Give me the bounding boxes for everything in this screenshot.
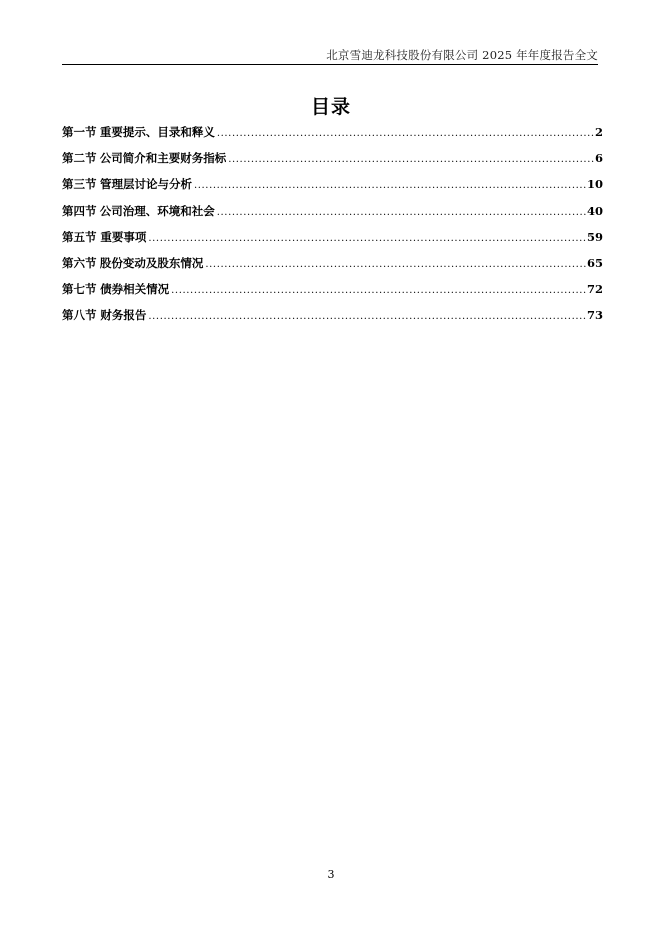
toc-section-title: 股份变动及股东情况 bbox=[99, 255, 204, 270]
header-divider bbox=[62, 64, 598, 65]
toc-section-title: 财务报告 bbox=[100, 308, 147, 323]
toc-section-title: 公司治理、环境和社会 bbox=[99, 203, 215, 218]
toc-dot-leader bbox=[228, 154, 594, 165]
toc-dot-leader bbox=[217, 207, 586, 218]
toc-entry[interactable] bbox=[62, 176, 603, 202]
toc-page-number: 59 bbox=[586, 229, 603, 244]
toc-entry[interactable] bbox=[62, 124, 603, 150]
toc-page-number: 10 bbox=[586, 177, 603, 192]
toc-dot-leader bbox=[194, 180, 586, 191]
toc-section-title: 管理层讨论与分析 bbox=[99, 177, 192, 192]
toc-page-number: 40 bbox=[586, 203, 603, 218]
toc-section-number: 第五节 bbox=[62, 229, 97, 244]
toc-section-number: 第七节 bbox=[62, 282, 97, 297]
toc-section-title: 公司简介和主要财务指标 bbox=[99, 151, 227, 166]
toc-section-title: 重要提示、目录和释义 bbox=[99, 125, 215, 139]
toc-section-number: 第八节 bbox=[62, 308, 97, 323]
toc-entry[interactable] bbox=[62, 229, 603, 255]
toc-section-title: 债券相关情况 bbox=[100, 282, 170, 297]
toc-entry[interactable] bbox=[62, 255, 603, 281]
toc-entry[interactable] bbox=[62, 150, 603, 176]
running-header: 北京雪迪龙科技股份有限公司 2025 年年度报告全文 bbox=[326, 48, 598, 62]
toc-title: 目录 bbox=[310, 96, 351, 118]
toc-page-number: 72 bbox=[586, 282, 603, 297]
toc-dot-leader bbox=[205, 259, 586, 270]
table-of-contents bbox=[62, 124, 603, 334]
toc-section-number: 第六节 bbox=[62, 255, 97, 270]
toc-section-number: 第三节 bbox=[62, 177, 97, 192]
toc-entry[interactable] bbox=[62, 281, 603, 307]
toc-dot-leader bbox=[217, 128, 594, 139]
toc-page-number: 73 bbox=[586, 308, 603, 323]
toc-page-number: 6 bbox=[594, 151, 603, 166]
page-number: 3 bbox=[327, 868, 335, 881]
toc-dot-leader bbox=[171, 285, 586, 296]
toc-section-number: 第二节 bbox=[62, 151, 97, 166]
toc-section-number: 第四节 bbox=[62, 203, 97, 218]
toc-section-number: 第一节 bbox=[62, 125, 97, 139]
toc-entry[interactable] bbox=[62, 307, 603, 333]
toc-dot-leader bbox=[148, 311, 586, 322]
toc-entry[interactable] bbox=[62, 203, 603, 229]
toc-dot-leader bbox=[148, 233, 586, 244]
toc-section-title: 重要事项 bbox=[100, 229, 147, 244]
toc-page-number: 65 bbox=[586, 255, 603, 270]
toc-page-number: 2 bbox=[594, 125, 603, 139]
